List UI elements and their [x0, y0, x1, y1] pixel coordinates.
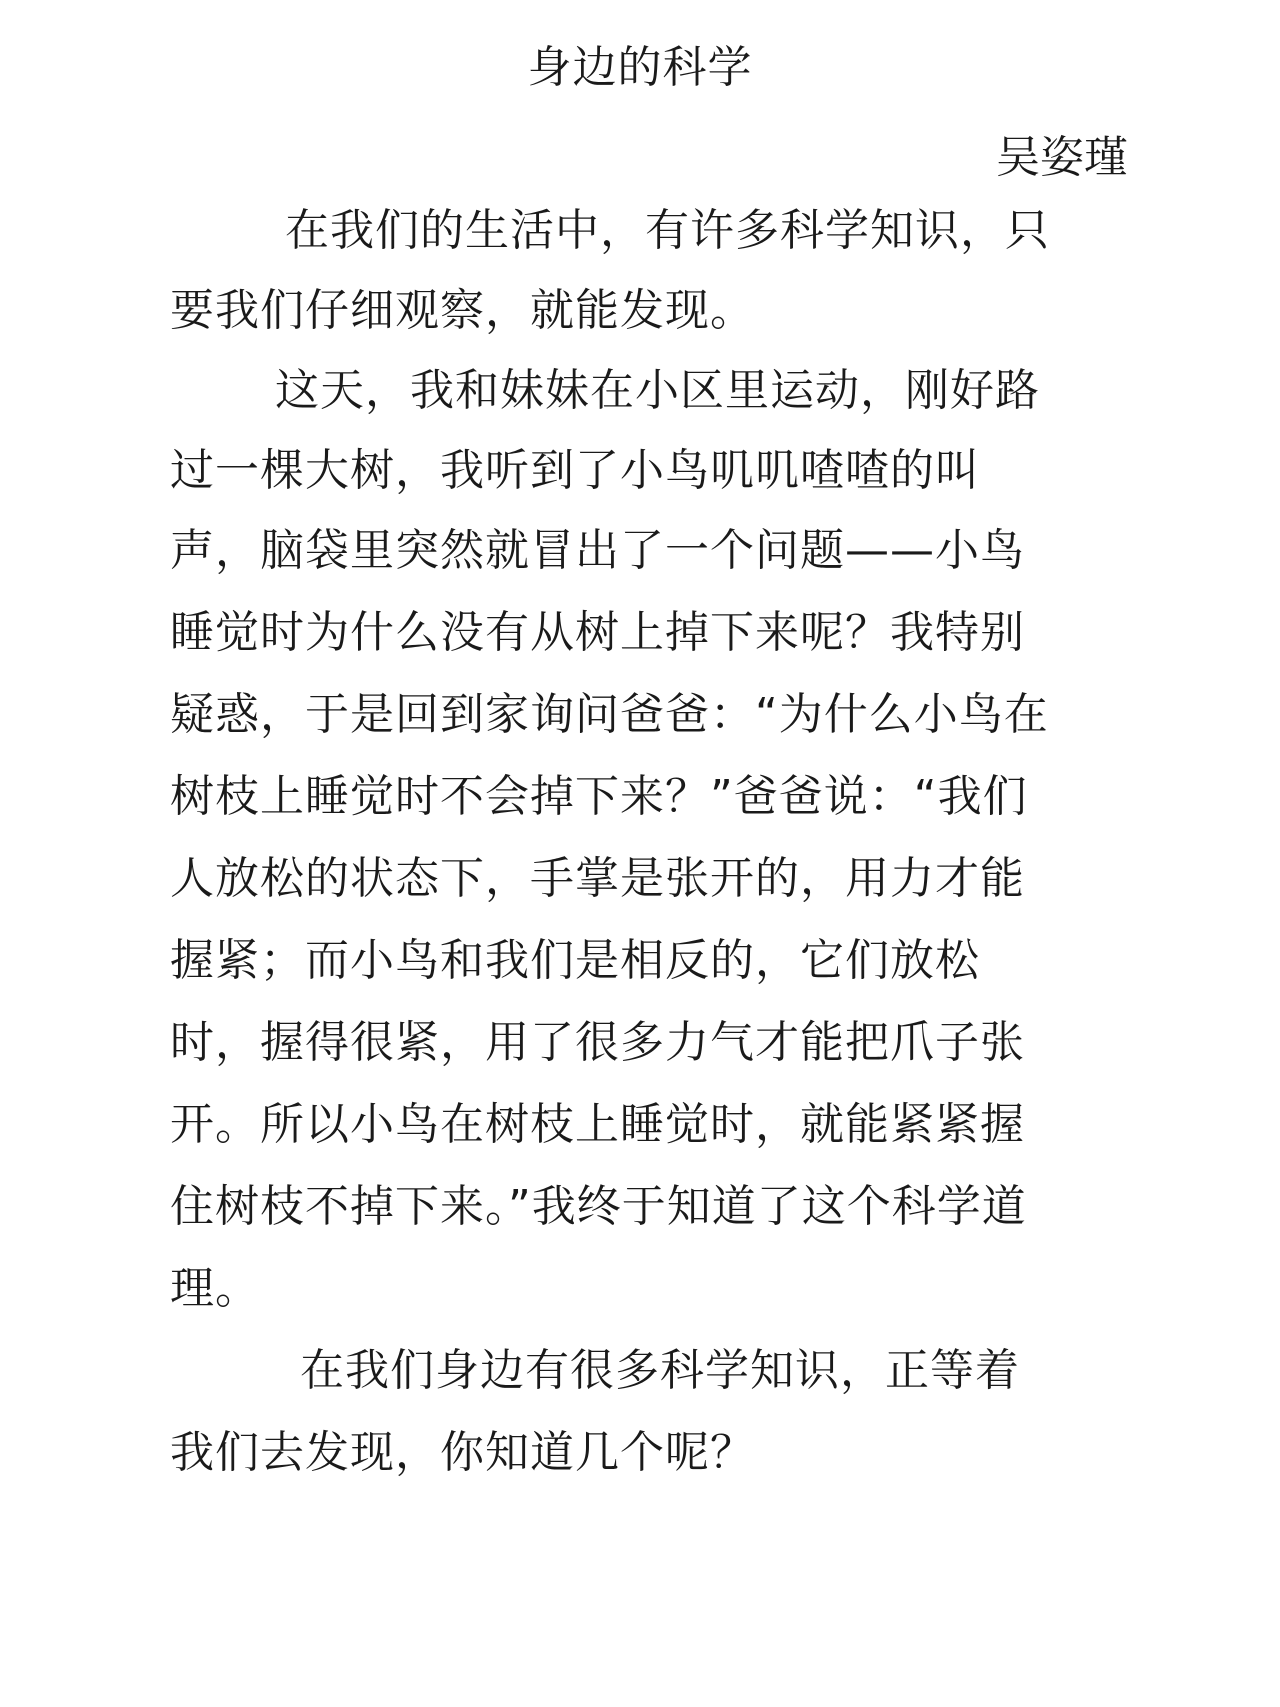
author-name: 吴姿瑾 — [996, 132, 1128, 183]
paragraph-2-line-6: 树枝上睡觉时不会掉下来？”爸爸说：“我们 — [170, 771, 1028, 822]
essay-title: 身边的科学 — [527, 42, 753, 93]
paragraph-1-line-2: 要我们仔细观察，就能发现。 — [170, 285, 755, 336]
paragraph-2-line-9: 时，握得很紧，用了很多力气才能把爪子张 — [170, 1017, 1025, 1068]
paragraph-2-line-5: 疑惑，于是回到家询问爸爸：“为什么小鸟在 — [170, 689, 1049, 740]
paragraph-2-line-7: 人放松的状态下，手掌是张开的，用力才能 — [170, 853, 1025, 904]
paragraph-2-line-3: 声，脑袋里突然就冒出了一个问题——小鸟 — [170, 525, 1025, 576]
paragraph-2-line-2: 过一棵大树，我听到了小鸟叽叽喳喳的叫 — [170, 445, 980, 496]
paragraph-2-line-8: 握紧；而小鸟和我们是相反的，它们放松 — [170, 935, 980, 986]
paragraph-2-line-12: 理。 — [170, 1263, 260, 1314]
paragraph-2-line-10: 开。所以小鸟在树枝上睡觉时，就能紧紧握 — [170, 1099, 1025, 1150]
paragraph-3-line-1: 在我们身边有很多科学知识，正等着 — [300, 1345, 1020, 1396]
paragraph-1-line-1: 在我们的生活中，有许多科学知识，只 — [285, 205, 1050, 256]
paragraph-2-line-1: 这天，我和妹妹在小区里运动，刚好路 — [275, 365, 1040, 416]
paragraph-3-line-2: 我们去发现，你知道几个呢？ — [170, 1427, 755, 1478]
paragraph-2-line-11: 住树枝不掉下来。”我终于知道了这个科学道 — [170, 1181, 1027, 1232]
paragraph-2-line-4: 睡觉时为什么没有从树上掉下来呢？我特别 — [170, 607, 1025, 658]
